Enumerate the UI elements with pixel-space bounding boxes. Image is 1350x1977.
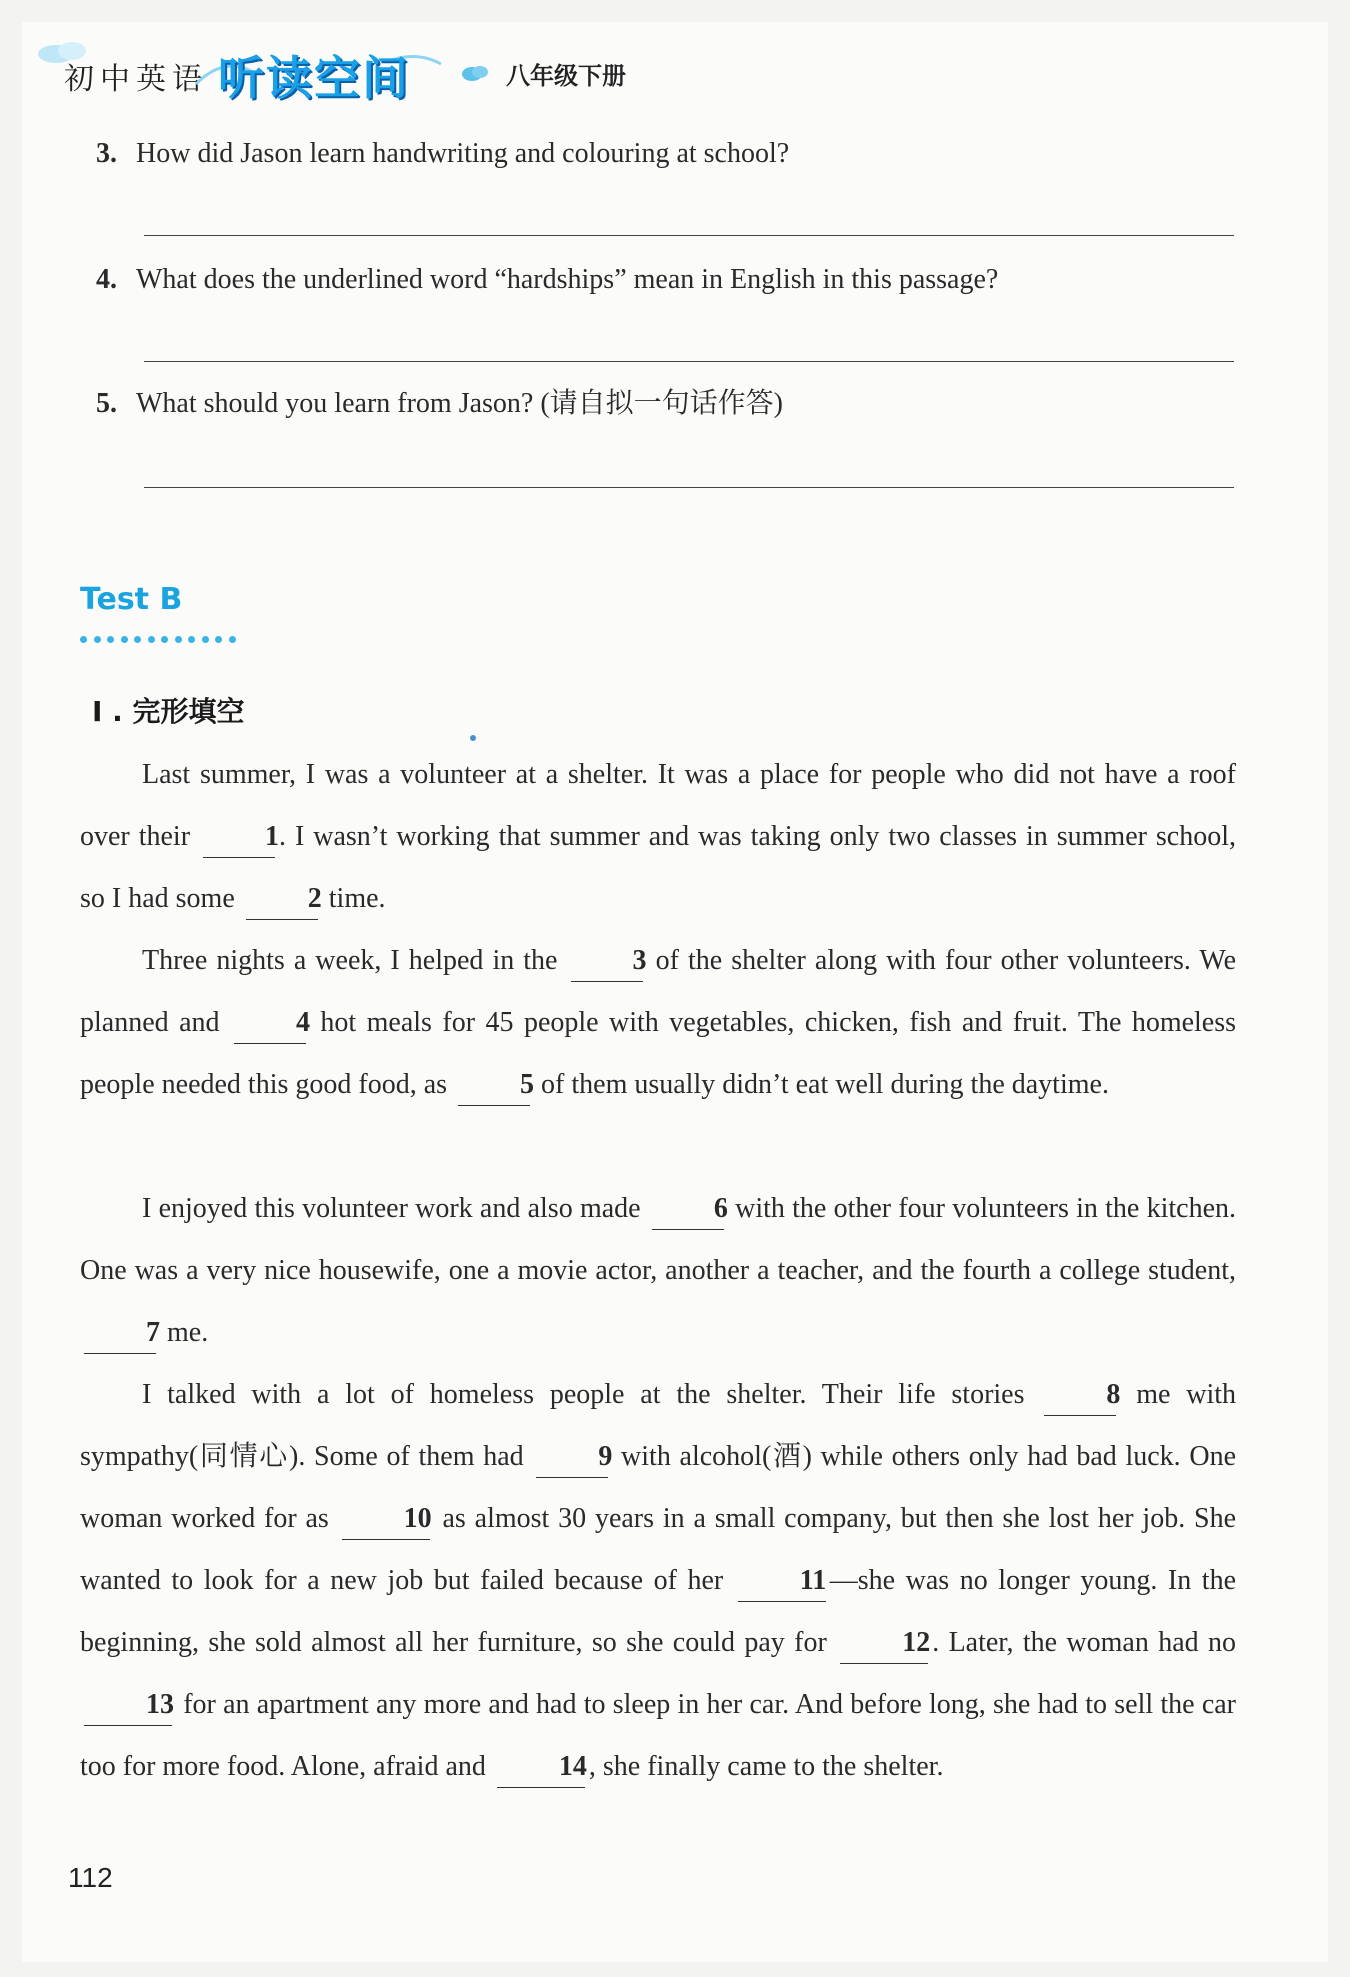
question-text: What does the underlined word “hardships” mean in English in this passage? [136,264,999,295]
question-4 [96,262,1246,298]
section-title: I . 完形填空 [92,695,245,728]
question-5 [96,386,1246,422]
test-title: Test B [80,582,183,617]
question-text: How did Jason learn handwriting and colouring at school? [136,138,790,169]
series-logo-title: 听读空间 [218,51,410,105]
blank-11[interactable]: 11 [738,1561,826,1602]
passage-paragraph-3: I enjoyed this volunteer work and also made 6 with the other four volunteers in the kitchen. One was a very nice housewife, one a movie actor, another a teacher, and the fourth a college student, 7 me. [80,1178,1236,1364]
answer-line-3[interactable] [144,235,1234,236]
blank-12[interactable]: 12 [840,1623,928,1664]
blank-13[interactable]: 13 [84,1685,172,1726]
answer-line-5[interactable] [144,487,1234,488]
blank-1[interactable]: 1 [203,817,275,858]
blank-3[interactable]: 3 [571,941,643,982]
blank-14[interactable]: 14 [497,1747,585,1788]
ink-speck [470,735,476,741]
question-number: 3. [96,138,117,169]
passage-paragraph-2: Three nights a week, I helped in the 3 of the shelter along with four other volunteers. We planned and 4 hot meals for 45 people with vegetables, chicken, fish and fruit. The homeless people needed this good food, as 5 of them usually didn’t eat well during the daytime. [80,930,1236,1116]
passage-paragraph-1: Last summer, I was a volunteer at a shelter. It was a place for people who did not have a roof over their 1. I wasn’t working that summer and was taking only two classes in summer school, so I had some 2 time. [80,744,1236,930]
blank-2[interactable]: 2 [246,879,318,920]
question-text: What should you learn from Jason? (请自拟一句话作答) [136,388,783,419]
answer-line-4[interactable] [144,361,1234,362]
blank-10[interactable]: 10 [342,1499,430,1540]
blank-6[interactable]: 6 [652,1189,724,1230]
blank-5[interactable]: 5 [458,1065,530,1106]
cloud-bullet-icon [461,64,489,82]
question-number: 4. [96,264,117,295]
page-header [36,36,736,116]
question-number: 5. [96,388,117,419]
blank-4[interactable]: 4 [234,1003,306,1044]
blank-8[interactable]: 8 [1044,1375,1116,1416]
dotted-divider [80,630,280,640]
blank-9[interactable]: 9 [536,1437,608,1478]
passage-paragraph-4: I talked with a lot of homeless people at the shelter. Their life stories 8 me with sympathy(同情心). Some of them had 9 with alcohol(酒) while others only had bad luck. One woman worked for as 10 as almost 30 years in a small company, but then she lost her job. She wanted to look for a new job but failed because of her 11 —she was no longer young. In the beginning, she sold almost all her furniture, so she could pay for 12. Later, the woman had no 13 for an apartment any more and had to sleep in her car. And before long, she had to sell the car too for more food. Alone, afraid and 14, she finally came to the shelter. [80,1364,1236,1798]
question-3 [96,136,1246,172]
page-number: 112 [68,1862,113,1893]
series-name: 初中英语 [64,62,208,97]
blank-7[interactable]: 7 [84,1313,156,1354]
grade-label: 八年级下册 [506,62,626,90]
